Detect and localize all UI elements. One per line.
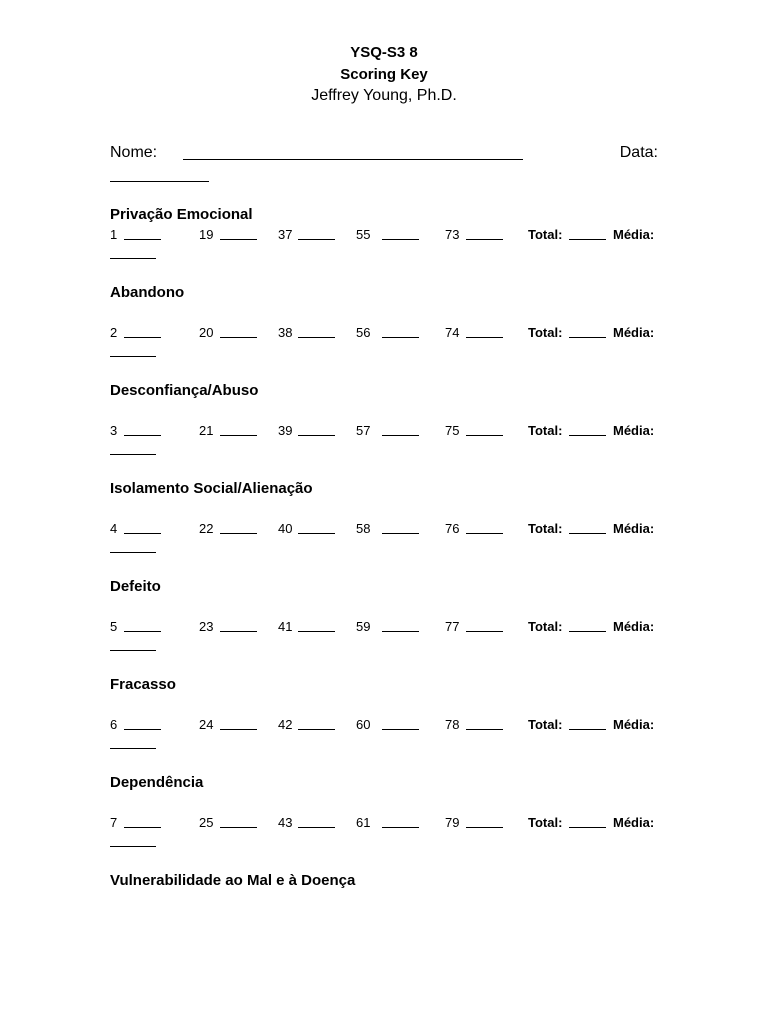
total-field[interactable] [569,239,606,240]
item-score-field[interactable] [298,239,335,240]
item-number: 79 [445,815,460,830]
item-score-field[interactable] [220,827,257,828]
total-field[interactable] [569,631,606,632]
item-score-field[interactable] [382,533,419,534]
item-score-field[interactable] [298,435,335,436]
item-score-field[interactable] [124,533,161,534]
item-score-field[interactable] [124,435,161,436]
item-row [110,619,658,639]
item-number: 3 [110,423,118,438]
section-title: Privação Emocional [110,206,253,223]
media-field[interactable] [110,258,156,259]
section-title: Defeito [110,578,161,595]
total-label: Total: [528,815,563,830]
item-number: 21 [199,423,214,438]
item-number: 25 [199,815,214,830]
item-score-field[interactable] [124,827,161,828]
item-score-field[interactable] [124,729,161,730]
total-field[interactable] [569,533,606,534]
item-score-field[interactable] [124,631,161,632]
media-field[interactable] [110,454,156,455]
item-score-field[interactable] [298,827,335,828]
item-number: 40 [278,521,293,536]
item-number: 23 [199,619,214,634]
document-title: YSQ-S3 8 [350,44,418,61]
item-score-field[interactable] [298,533,335,534]
item-score-field[interactable] [466,239,503,240]
item-score-field[interactable] [466,729,503,730]
item-score-field[interactable] [382,729,419,730]
section-title: Fracasso [110,676,176,693]
item-number: 77 [445,619,460,634]
total-field[interactable] [569,827,606,828]
item-number: 37 [278,227,293,242]
item-score-field[interactable] [382,435,419,436]
total-label: Total: [528,619,563,634]
item-number: 55 [356,227,371,242]
item-score-field[interactable] [298,631,335,632]
item-number: 57 [356,423,371,438]
item-number: 20 [199,325,214,340]
media-label: Média: [613,227,655,242]
item-number: 73 [445,227,460,242]
section-title: Isolamento Social/Alienação [110,480,313,497]
total-label: Total: [528,521,563,536]
item-number: 76 [445,521,460,536]
document-author: Jeffrey Young, Ph.D. [311,87,457,104]
item-number: 7 [110,815,118,830]
item-score-field[interactable] [382,827,419,828]
date-label: Data: [619,144,658,161]
media-label: Média: [613,423,655,438]
item-number: 1 [110,227,118,242]
date-field[interactable] [110,181,209,182]
section-title: Vulnerabilidade ao Mal e à Doença [110,872,356,889]
item-score-field[interactable] [466,827,503,828]
media-label: Média: [613,717,655,732]
item-number: 41 [278,619,293,634]
item-number: 43 [278,815,293,830]
item-score-field[interactable] [124,239,161,240]
section-title: Dependência [110,774,204,791]
item-number: 42 [278,717,293,732]
media-field[interactable] [110,846,156,847]
item-number: 5 [110,619,118,634]
item-score-field[interactable] [298,729,335,730]
section-title: Abandono [110,284,185,301]
total-label: Total: [528,717,563,732]
item-number: 19 [199,227,214,242]
total-field[interactable] [569,729,606,730]
item-score-field[interactable] [220,533,257,534]
media-label: Média: [613,619,655,634]
item-score-field[interactable] [220,729,257,730]
total-label: Total: [528,325,563,340]
item-number: 22 [199,521,214,536]
name-date-row [110,144,658,164]
item-score-field[interactable] [220,337,257,338]
media-field[interactable] [110,748,156,749]
item-number: 24 [199,717,214,732]
item-score-field[interactable] [466,337,503,338]
item-row [110,815,658,835]
name-label: Nome: [110,144,158,161]
item-number: 39 [278,423,293,438]
item-score-field[interactable] [382,239,419,240]
total-label: Total: [528,423,563,438]
item-row [110,521,658,541]
item-score-field[interactable] [298,337,335,338]
total-label: Total: [528,227,563,242]
item-score-field[interactable] [220,239,257,240]
item-number: 61 [356,815,371,830]
item-score-field[interactable] [220,631,257,632]
name-field[interactable] [183,159,523,160]
item-score-field[interactable] [124,337,161,338]
item-number: 4 [110,521,118,536]
item-row [110,423,658,443]
document-subtitle: Scoring Key [340,66,428,83]
media-label: Média: [613,521,655,536]
media-field[interactable] [110,650,156,651]
item-number: 58 [356,521,371,536]
item-number: 6 [110,717,118,732]
section-title: Desconfiança/Abuso [110,382,259,399]
item-number: 60 [356,717,371,732]
item-score-field[interactable] [382,337,419,338]
item-row [110,227,658,247]
media-field[interactable] [110,356,156,357]
item-number: 56 [356,325,371,340]
item-score-field[interactable] [382,631,419,632]
item-number: 75 [445,423,460,438]
media-label: Média: [613,815,655,830]
item-row [110,325,658,345]
total-field[interactable] [569,435,606,436]
item-score-field[interactable] [220,435,257,436]
item-number: 74 [445,325,460,340]
item-number: 78 [445,717,460,732]
item-score-field[interactable] [466,631,503,632]
media-label: Média: [613,325,655,340]
item-number: 59 [356,619,371,634]
item-score-field[interactable] [466,533,503,534]
item-score-field[interactable] [466,435,503,436]
total-field[interactable] [569,337,606,338]
item-number: 38 [278,325,293,340]
item-number: 2 [110,325,118,340]
media-field[interactable] [110,552,156,553]
item-row [110,717,658,737]
